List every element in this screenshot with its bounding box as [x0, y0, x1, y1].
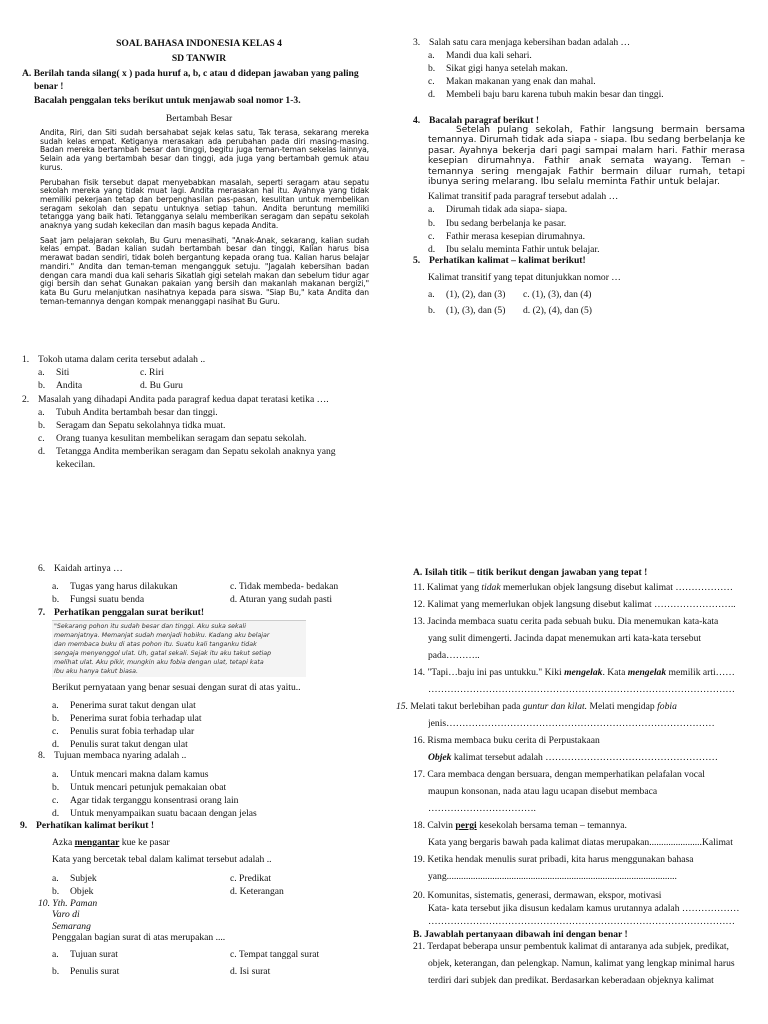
question-21-cont-1: objek, keterangan, dan pelengkap. Namun, kalimat yang lengkap minimal harus: [428, 958, 735, 969]
option-8b[interactable]: b. Untuk mencari petunjuk pemakaian obat: [52, 782, 227, 793]
option-text: Untuk menyampaikan suatu bacaan dengan jelas: [70, 808, 257, 819]
question-text: Perhatikan kalimat – kalimat berikut!: [429, 255, 586, 266]
letter-line: melihat ulat. Aku pikir, mungkin aku fobia dengan ulat, tetapi kata: [54, 659, 264, 666]
option-text: Mandi dua kali sehari.: [446, 50, 532, 61]
question-text: kalimat tersebut adalah ………………………………………………: [451, 752, 718, 763]
option-6d[interactable]: d. Aturan yang sudah pasti: [230, 594, 333, 605]
option-text: Objek: [70, 886, 94, 897]
question-14: [413, 666, 735, 679]
question-16-cont: [428, 751, 746, 764]
page-title: SOAL BAHASA INDONESIA KELAS 4: [116, 38, 282, 49]
question-number: 8.: [38, 750, 46, 761]
option-text: (1), (3), dan (5): [446, 305, 506, 316]
option-text: Penerima surat takut dengan ulat: [70, 700, 196, 711]
option-4c[interactable]: c. Fathir merasa kesepian dirumahnya.: [428, 231, 586, 242]
question-11: [413, 581, 733, 594]
option-text: Ibu sedang berbelanja ke pasar.: [446, 218, 567, 229]
option-9d[interactable]: d. Keterangan: [230, 886, 284, 897]
question-6: [38, 562, 123, 575]
question-21-cont-2: terdiri dari subjek dan predikat. Berdasarkan keberadaan objeknya kalimat: [428, 975, 714, 986]
option-5c[interactable]: c. (1), (3), dan (4): [523, 289, 592, 300]
option-7d[interactable]: d. Penulis surat takut dengan ulat: [52, 739, 188, 750]
option-4d[interactable]: d. Ibu selalu meminta Fathir untuk belajar.: [428, 244, 600, 255]
question-3: [413, 36, 630, 49]
question-text: . Kata: [602, 667, 628, 678]
question-9-sentence: [52, 836, 170, 849]
question-number: 9.: [20, 820, 28, 831]
question-10-text: Penggalan bagian surat di atas merupakan ....: [52, 932, 226, 943]
question-13: 13. Jacinda membaca suatu cerita pada sebuah buku. Dia menemukan kata-kata: [413, 616, 719, 627]
question-1: [22, 353, 205, 366]
letter-line: memanjatnya. Memanjat sudah menjadi hobiku. Kadang aku belajar: [54, 632, 270, 639]
option-text: Penulis surat: [70, 966, 120, 977]
option-text: Dirumah tidak ada siapa- siapa.: [446, 204, 568, 215]
sentence-text: kue ke pasar: [119, 837, 170, 848]
option-10d[interactable]: d. Isi surat: [230, 966, 271, 977]
option-2b[interactable]: b. Seragam dan Sepatu sekolahnya tidka muat.: [38, 420, 226, 431]
instruction-a-cont: benar !: [34, 81, 64, 92]
option-8d[interactable]: d. Untuk menyampaikan suatu bacaan dengan jelas: [52, 808, 257, 819]
question-text: Tokoh utama dalam cerita tersebut adalah ..: [38, 354, 206, 365]
underlined-word: pergi: [455, 820, 477, 831]
question-7-title: [38, 606, 204, 619]
question-5-text: Kalimat transitif yang tepat ditunjukkan nomor …: [428, 272, 621, 283]
option-text: Penerima surat fobia terhadap ulat: [70, 713, 202, 724]
question-2: [22, 393, 329, 406]
question-text: Perhatikan penggalan surat berikut!: [54, 607, 205, 618]
option-6c[interactable]: c. Tidak membeda- bedakan: [230, 581, 339, 592]
question-text: memilik arti……: [666, 667, 735, 678]
question-13-blank[interactable]: pada………..: [428, 650, 480, 661]
question-17-blank[interactable]: …………………………….: [428, 803, 536, 814]
question-text: Masalah yang dihadapi Andita pada paragraf kedua dapat teratasi ketika ….: [38, 394, 329, 405]
option-3d[interactable]: d. Membeli baju baru karena tubuh makin besar dan tinggi.: [428, 89, 664, 100]
option-5d[interactable]: d. (2), (4), dan (5): [523, 305, 592, 316]
option-5a[interactable]: a. (1), (2), dan (3): [428, 289, 506, 300]
option-6a[interactable]: a. Tugas yang harus dilakukan: [52, 581, 178, 592]
question-5-title: [413, 254, 586, 267]
option-3a[interactable]: a. Mandi dua kali sehari.: [428, 50, 532, 61]
question-12: 12. Kalimat yang memerlukan objek langsung disebut kalimat ……………………..: [413, 599, 736, 610]
question-10-line-2: Varo di: [52, 909, 80, 920]
question-8: [38, 749, 186, 762]
option-8a[interactable]: a. Untuk mencari makna dalam kamus: [52, 769, 209, 780]
option-3b[interactable]: b. Sikat gigi hanya setelah makan.: [428, 63, 568, 74]
italic-word: fobia: [657, 701, 677, 712]
passage-paragraph-1: Andita, Riri, dan Siti sudah bersahabat sejak kelas satu, Tak terasa, sekarang mereka sudah kelas empat. Ketiganya merasakan ada perubahan pada diri masing-masing. Badan mereka bertambah besar dan tinggi, begitu juga teman-teman sekelas lainnya, Selain ada yang bertambah besar dan tinggi, ada juga yang bertambah gemuk atau kurus.: [40, 128, 369, 172]
option-10b[interactable]: b. Penulis surat: [52, 966, 120, 977]
option-10c[interactable]: c. Tempat tanggal surat: [230, 949, 320, 960]
passage-paragraph-2: Perubahan fisik tersebut dapat menyebabkan masalah, seperti seragam atau sepatu sekolah mereka yang tidak muat lagi. Andita merasakan hal itu. Ayahnya yang tidak memiliki pekerjaan tetap dan berpenghasilan pas-pasan, kesulitan untuk membelikan seragam sekolah dan sepatu untuknya setiap tahun. Andita beruntung memiliki tetangga yang baik hati. Tetangganya selalu memberikan seragam dan sepatu sekolah anaknya yang sudah kekecilan dan masih bagus kepada Andita.: [40, 177, 369, 231]
option-2d-cont: kekecilan.: [56, 459, 96, 470]
question-text: 11. Kalimat yang: [413, 582, 482, 593]
question-20: 20. Komunitas, sistematis, generasi, dermawan, ekspor, motivasi: [413, 890, 662, 901]
option-2c[interactable]: c. Orang tuanya kesulitan membelikan seragam dan sepatu sekolah.: [38, 433, 307, 444]
option-text: (1), (2), dan (3): [446, 289, 506, 300]
question-text: 14. "Tapi…baju ini pas untukku." Kiki: [413, 667, 565, 678]
option-text: Membeli baju baru karena tubuh makin besar dan tinggi.: [446, 89, 664, 100]
bold-italic-word: mengelak: [564, 667, 603, 678]
option-9c[interactable]: c. Predikat: [230, 873, 272, 884]
bold-italic-word: Objek: [428, 752, 452, 763]
option-text: Siti: [56, 367, 70, 378]
option-text: Andita: [56, 380, 83, 391]
question-number: 3.: [413, 37, 421, 48]
option-8c[interactable]: c. Agar tidak terganggu konsentrasi orang lain: [52, 795, 239, 806]
question-text: Tujuan membaca nyaring adalah ..: [54, 750, 187, 761]
question-number: 5.: [413, 255, 421, 266]
question-number: 6.: [38, 563, 46, 574]
question-4-paragraph: Setelah pulang sekolah, Fathir langsung bermain bersama temannya. Dirumah tidak ada siapa - siapa. Ibu sedang berbelanja ke pasar. Ayahnya bekerja dari pagi sampai malam hari. Fathir merasa kesepian dirumahnya. Fathir anak semata wayang. Teman – temannya sering mengajak Fathir bermain diluar rumah, tetapi ibunya sering melarang. Ibu selalu meminta Fathir untuk belajar.: [428, 125, 745, 188]
option-10a[interactable]: a. Tujuan surat: [52, 949, 118, 960]
question-10-line-3: Semarang: [52, 921, 91, 932]
option-text: Agar tidak terganggu konsentrasi orang lain: [70, 795, 239, 806]
question-20-blank[interactable]: ……………………………………………………………………………………: [428, 916, 735, 927]
letter-line: sengaja menyenggol ulat. Uh, gatal sekali. Sejak itu aku takut setiap: [54, 650, 272, 657]
option-1d[interactable]: d. Bu Guru: [140, 380, 183, 391]
letter-line: dan membaca buku di atas pohon itu. Suatu kali tanganku tidak: [54, 641, 257, 648]
question-19-blank[interactable]: yang................................................................................................: [428, 871, 677, 882]
italic-word: guntur dan kilat.: [522, 701, 588, 712]
question-21: 21. Terdapat beberapa unsur pembentuk kalimat di antaranya ada subjek, predikat,: [413, 941, 729, 952]
option-text: Makan makanan yang enak dan mahal.: [446, 76, 596, 87]
question-18-cont: Kata yang bergaris bawah pada kalimat diatas merupakan......................Kalimat: [428, 837, 733, 848]
option-7a[interactable]: a. Penerima surat takut dengan ulat: [52, 700, 196, 711]
option-7b[interactable]: b. Penerima surat fobia terhadap ulat: [52, 713, 202, 724]
question-number: 15.: [396, 701, 408, 712]
option-text: Fathir merasa kesepian dirumahnya.: [446, 231, 586, 242]
option-7c[interactable]: c. Penulis surat fobia terhadap ular: [52, 726, 195, 737]
question-9-text: Kata yang bercetak tebal dalam kalimat tersebut adalah ..: [52, 854, 272, 865]
question-15-blank[interactable]: jenis…………………………………………………………………………: [428, 718, 715, 729]
option-text: Subjek: [70, 873, 97, 884]
option-6b[interactable]: b. Fungsi suatu benda: [52, 594, 145, 605]
question-text: Bacalah paragraf berikut !: [429, 115, 540, 126]
question-text: Melati mengidap: [587, 701, 658, 712]
option-text: Ibu selalu meminta Fathir untuk belajar.: [446, 244, 600, 255]
question-18: [413, 819, 627, 832]
option-4b[interactable]: b. Ibu sedang berbelanja ke pasar.: [428, 218, 567, 229]
option-3c[interactable]: c. Makan makanan yang enak dan mahal.: [428, 76, 596, 87]
option-1c[interactable]: c. Riri: [140, 367, 164, 378]
option-text: Untuk mencari petunjuk pemakaian obat: [70, 782, 227, 793]
option-text: Sikat gigi hanya setelah makan.: [446, 63, 568, 74]
option-2d[interactable]: d. Tetangga Andita memberikan seragam dan Sepatu sekolah anaknya yang: [38, 446, 336, 457]
option-5b[interactable]: b. (1), (3), dan (5): [428, 305, 506, 316]
question-number: 2.: [22, 394, 30, 405]
option-text: Tugas yang harus dilakukan: [70, 581, 178, 592]
passage-paragraph-3: Saat jam pelajaran sekolah, Bu Guru menasihati, "Anak-Anak, sekarang, kalian sudah kelas empat. Badan kalian sudah bertambah besar dan tinggi, Kalian harus bisa merawat badan sendiri, tidak boleh bergantung kepada orang tua. Kalian harus belajar mandiri." Andita dan teman-teman mengangguk setuju. "Jagalah kebersihan badan dengan cara mandi dua kali seharis Sikatlah gigi setelah makan dan sebelum tidur agar gigi bersih dan sehat Gunakan pakaian yang bersih dan makanlah makanan bergizi," kata Bu Guru melanjutkan nasihatnya kepada para siswa. "Siap Bu," kata Andita dan teman-temannya dengan kompak menanggapi nasihat Bu Guru.: [40, 235, 369, 306]
question-text: Salah satu cara menjaga kebersihan badan adalah …: [429, 37, 631, 48]
question-text: memerlukan objek langsung disebut kalimat ………………: [500, 582, 733, 593]
option-text: Fungsi suatu benda: [70, 594, 145, 605]
option-9a[interactable]: a. Subjek: [52, 873, 97, 884]
question-text: Kaidah artinya …: [54, 563, 123, 574]
option-text: Seragam dan Sepatu sekolahnya tidka muat.: [56, 420, 226, 431]
instruction-read: Bacalah penggalan teks berikut untuk menjawab soal nomor 1-3.: [34, 95, 301, 106]
question-17: 17. Cara membaca dengan bersuara, dengan memperhatikan pelafalan vocal: [413, 769, 705, 780]
instruction-a: A. Berilah tanda silang( x ) pada huruf a, b, c atau d didepan jawaban yang paling: [22, 68, 359, 79]
option-1a[interactable]: a. Siti: [38, 367, 70, 378]
question-13-cont: yang sulit dimengerti. Jacinda dapat menemukan arti kata-kata tersebut: [428, 633, 702, 644]
school-name: SD TANWIR: [171, 53, 227, 64]
letter-excerpt: [52, 620, 306, 677]
section-a2-title: A. Isilah titik – titik berikut dengan jawaban yang tepat !: [413, 567, 648, 578]
question-14-blank[interactable]: ……………………………………………………………………………………: [428, 684, 735, 695]
option-text: Tujuan surat: [70, 949, 118, 960]
option-1b[interactable]: b. Andita: [38, 380, 83, 391]
bold-italic-word: mengelak: [627, 667, 667, 678]
question-number: 1.: [22, 354, 30, 365]
question-15: [396, 700, 677, 713]
sentence-text: Azka: [52, 837, 75, 848]
question-10-line-1: 10. Yth. Paman: [38, 898, 98, 909]
passage: [40, 129, 369, 312]
question-9-title: [20, 819, 154, 832]
question-text: Melati takut berlebihan pada: [408, 701, 523, 712]
option-text: Penulis surat fobia terhadap ular: [70, 726, 195, 737]
option-4a[interactable]: a. Dirumah tidak ada siapa- siapa.: [428, 204, 568, 215]
option-text: Untuk mencari makna dalam kamus: [70, 769, 209, 780]
option-text: Tetangga Andita memberikan seragam dan Sepatu sekolah anaknya yang: [56, 446, 336, 457]
letter-line: Ibu aku hanya takut biasa.: [54, 668, 138, 675]
passage-title: Bertambah Besar: [165, 113, 233, 124]
question-16: 16. Risma membaca buku cerita di Perpustakaan: [413, 735, 600, 746]
option-text: Penulis surat takut dengan ulat: [70, 739, 188, 750]
question-17-cont: maupun konsonan, nada atau lagu ucapan disebut membaca: [428, 786, 658, 797]
section-b-title: B. Jawablah pertanyaan dibawah ini dengan benar !: [413, 929, 628, 940]
question-7-text: Berikut pernyataan yang benar sesuai dengan surat di atas yaitu..: [52, 682, 301, 693]
question-text: Perhatikan kalimat berikut !: [36, 820, 155, 831]
question-number: 4.: [413, 115, 421, 126]
question-19: 19. Ketika hendak menulis surat pribadi, kita harus menggunakan bahasa: [413, 854, 694, 865]
question-text: 18. Calvin: [413, 820, 456, 831]
option-text: Orang tuanya kesulitan membelikan seragam dan sepatu sekolah.: [56, 433, 307, 444]
question-text: kesekolah bersama teman – temannya.: [476, 820, 627, 831]
italic-word: tidak: [481, 582, 501, 593]
option-9b[interactable]: b. Objek: [52, 886, 94, 897]
bold-word: mengantar: [74, 837, 120, 848]
option-2a[interactable]: a. Tubuh Andita bertambah besar dan tinggi.: [38, 407, 218, 418]
question-20-cont: Kata- kata tersebut jika disusun kedalam kamus urutannya adalah ………………: [428, 903, 740, 914]
question-4-text: Kalimat transitif pada paragraf tersebut adalah …: [428, 191, 619, 202]
letter-line: "Sekarang pohon itu sudah besar dan tinggi. Aku suka sekali: [54, 623, 247, 630]
option-text: Tubuh Andita bertambah besar dan tinggi.: [56, 407, 218, 418]
question-number: 7.: [38, 607, 46, 618]
